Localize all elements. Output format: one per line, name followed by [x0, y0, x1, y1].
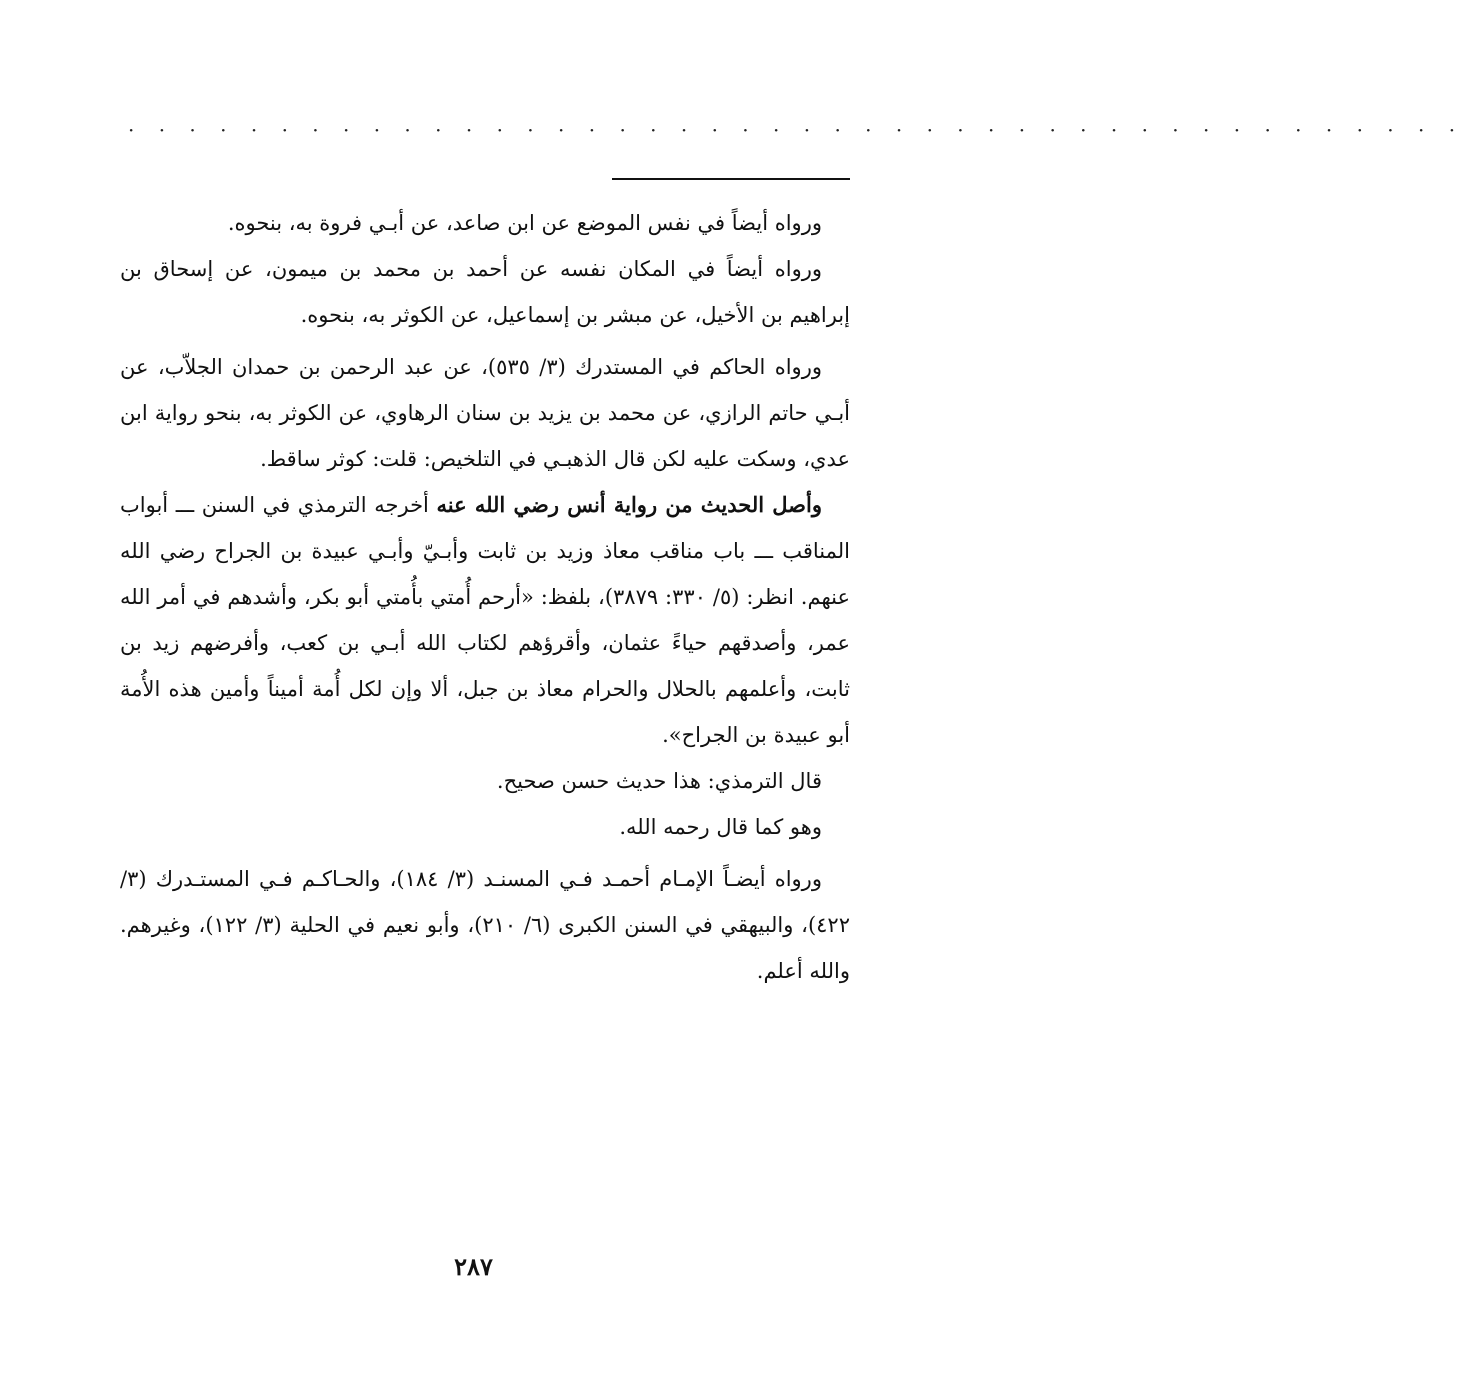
footnote-text: [120, 200, 850, 994]
dotted-separator: · · · · · · · · · · · · · · · · · · · · · · · · · · · · · · · · · · · · · · · · · · · ·: [128, 118, 1464, 142]
page-number: ٢٨٧: [454, 1252, 493, 1281]
paragraph-4-body: أخرجه الترمذي في السنن ـــ أبواب المناقب ـــ باب مناقب معاذ وزيد بن ثابت وأبـيّ وأبـي عبيدة بن الجراح رضي الله عنهم. انظر: (٥/ ٣٣٠: ٣٨٧٩)، بلفظ: «أرحم أُمتي بأُمتي أبو بكر، وأشدهم في أمر الله عمر، وأصدقهم حياءً عثمان، وأقرؤهم لكتاب الله أبـي بن كعب، وأفرضهم زيد بن ثابت، وأعلمهم بالحلال والحرام معاذ بن جبل، ألا وإن لكل أُمة أميناً وأمين هذه الأُمة أبو عبيدة بن الجراح».: [120, 493, 850, 747]
paragraph-4-lead: وأصل الحديث من رواية أنس رضي الله عنه: [436, 492, 822, 517]
paragraph-5: قال الترمذي: هذا حديث حسن صحيح.: [496, 769, 822, 793]
paragraph-7: ورواه أيضـاً الإمـام أحمـد فـي المسنـد (٣/ ١٨٤)، والحـاكـم فـي المستـدرك (٣/ ٤٢٢)، والبيهقي في السنن الكبرى (٦/ ٢١٠)، وأبو نعيم في الحلية (٣/ ١٢٢)، وغيرهم. والله أعلم.: [120, 867, 850, 983]
paragraph-1: ورواه أيضاً في نفس الموضع عن ابن صاعد، عن أبـي فروة به، بنحوه.: [227, 211, 822, 235]
paragraph-4: [120, 482, 850, 758]
footnote-rule: [612, 178, 850, 180]
paragraph-6: وهو كما قال رحمه الله.: [619, 815, 822, 839]
paragraph-2: ورواه أيضاً في المكان نفسه عن أحمد بن محمد بن ميمون، عن إسحاق بن إبراهيم بن الأخيل، عن مبشر بن إسماعيل، عن الكوثر به، بنحوه.: [120, 257, 850, 327]
paragraph-3: ورواه الحاكم في المستدرك (٣/ ٥٣٥)، عن عبد الرحمن بن حمدان الجلاّب، عن أبـي حاتم الرازي، عن محمد بن يزيد بن سنان الرهاوي، عن الكوثر به، بنحو رواية ابن عدي، وسكت عليه لكن قال الذهبـي في التلخيص: قلت: كوثر ساقط.: [120, 355, 850, 471]
